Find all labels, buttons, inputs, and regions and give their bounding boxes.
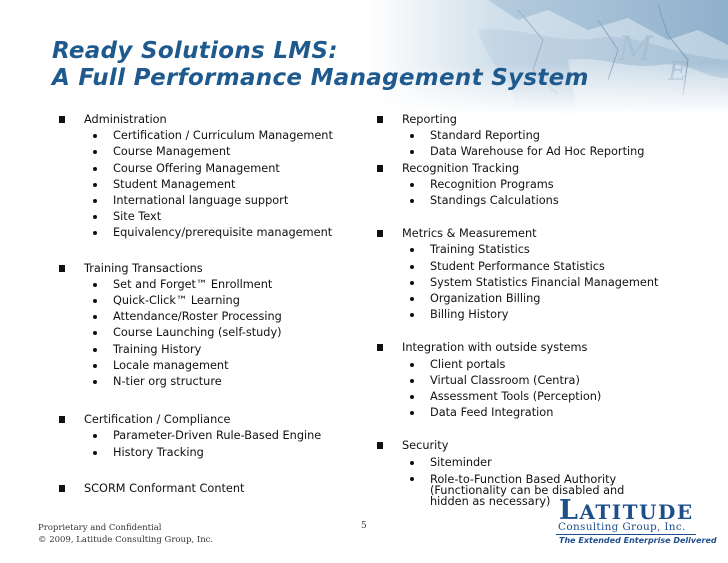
section-heading xyxy=(376,226,676,242)
section-reporting xyxy=(376,112,676,161)
list-item xyxy=(376,307,676,323)
list-item-text: Locale management xyxy=(113,358,229,372)
bullet-icon xyxy=(93,380,97,384)
logo-subtitle: Consulting Group, Inc. xyxy=(558,521,686,533)
section-heading-text: Recognition Tracking xyxy=(402,161,520,175)
section-heading xyxy=(58,112,358,128)
list-item xyxy=(376,144,676,160)
list-item xyxy=(58,177,358,193)
list-item-text: Parameter-Driven Rule-Based Engine xyxy=(113,429,322,443)
bullet-icon xyxy=(93,451,97,455)
bullet-icon xyxy=(93,215,97,219)
list-item xyxy=(58,161,358,177)
bullet-icon xyxy=(93,134,97,138)
bullet-icon xyxy=(93,434,97,438)
bullet-icon xyxy=(410,411,414,415)
section-heading xyxy=(376,112,676,128)
section-heading-text: Training Transactions xyxy=(84,261,203,275)
bullet-icon xyxy=(93,315,97,319)
section-integration xyxy=(376,340,676,421)
section-administration xyxy=(58,112,358,242)
bullet-icon xyxy=(410,461,414,465)
bullet-icon xyxy=(410,313,414,317)
list-item-text: Standings Calculations xyxy=(430,194,559,208)
bullet-icon xyxy=(410,248,414,252)
bullet-icon xyxy=(410,281,414,285)
footer-copyright xyxy=(38,522,213,546)
bullet-icon xyxy=(93,150,97,154)
bullet-icon xyxy=(410,363,414,367)
bullet-icon xyxy=(410,297,414,301)
bullet-icon xyxy=(93,199,97,203)
list-item-text: Attendance/Roster Processing xyxy=(113,310,282,324)
section-recognition-tracking xyxy=(376,161,676,210)
list-item xyxy=(376,242,676,258)
square-bullet-icon xyxy=(59,116,65,123)
bullet-icon xyxy=(93,331,97,335)
list-item-text: Billing History xyxy=(430,308,509,322)
list-item-text: Equivalency/prerequisite management xyxy=(113,226,333,240)
section-heading xyxy=(58,481,358,497)
list-item xyxy=(58,193,358,209)
logo-tagline: The Extended Enterprise Delivered xyxy=(559,536,717,545)
section-heading-text: Administration xyxy=(84,113,167,126)
page-number: 5 xyxy=(361,521,367,531)
slide-title xyxy=(52,38,589,92)
list-item xyxy=(58,325,358,341)
slide-title-line-2: A Full Performance Management System xyxy=(52,65,589,91)
list-item xyxy=(376,455,676,471)
list-item-text: Student Performance Statistics xyxy=(430,259,605,273)
bullet-icon xyxy=(410,395,414,399)
list-item xyxy=(58,225,358,241)
list-item xyxy=(58,128,358,144)
list-item xyxy=(58,209,358,225)
square-bullet-icon xyxy=(377,165,383,172)
section-scorm xyxy=(58,481,358,497)
list-item xyxy=(376,275,676,291)
bullet-icon xyxy=(93,364,97,368)
section-certification-compliance xyxy=(58,412,358,461)
slide-title-line-1: Ready Solutions LMS: xyxy=(52,38,338,64)
section-heading-text: Certification / Compliance xyxy=(84,413,231,427)
list-item xyxy=(58,358,358,374)
bullet-icon xyxy=(410,477,414,481)
square-bullet-icon xyxy=(59,416,65,423)
square-bullet-icon xyxy=(59,265,65,272)
section-heading-text: Metrics & Measurement xyxy=(402,227,537,241)
list-item-text: Student Management xyxy=(113,177,236,191)
list-item-text: Course Management xyxy=(113,145,231,159)
list-item xyxy=(58,309,358,325)
company-logo xyxy=(556,495,717,550)
section-heading xyxy=(58,261,358,277)
bullet-icon xyxy=(93,299,97,303)
list-item-text: Course Offering Management xyxy=(113,161,280,175)
list-item xyxy=(376,291,676,307)
list-item-text: Quick-Click™ Learning xyxy=(113,294,240,308)
list-item-text: Data Feed Integration xyxy=(430,406,554,420)
list-item xyxy=(58,374,358,390)
list-item xyxy=(376,389,676,405)
list-item-text: Organization Billing xyxy=(430,292,541,306)
list-item xyxy=(58,144,358,160)
list-item-text: International language support xyxy=(113,194,289,208)
list-item-text: Assessment Tools (Perception) xyxy=(430,390,602,404)
bullet-icon xyxy=(93,231,97,235)
list-item-text: Set and Forget™ Enrollment xyxy=(113,277,273,291)
section-heading-text: Integration with outside systems xyxy=(402,341,588,355)
list-item xyxy=(58,277,358,293)
section-heading-text: Reporting xyxy=(402,113,457,126)
bullet-icon xyxy=(410,199,414,203)
list-item xyxy=(376,373,676,389)
right-column xyxy=(376,112,676,507)
list-item-text: Training Statistics xyxy=(430,243,530,257)
section-heading-text: Security xyxy=(402,439,449,453)
square-bullet-icon xyxy=(377,442,383,449)
list-item-text: Standard Reporting xyxy=(430,129,540,143)
logo-divider xyxy=(556,534,696,535)
list-item-text: N-tier org structure xyxy=(113,375,222,389)
square-bullet-icon xyxy=(59,485,65,492)
section-heading xyxy=(376,438,676,454)
list-item-text: Data Warehouse for Ad Hoc Reporting xyxy=(430,145,645,159)
square-bullet-icon xyxy=(377,344,383,351)
list-item xyxy=(58,342,358,358)
footer-copyright-line: © 2009, Latitude Consulting Group, Inc. xyxy=(38,535,214,545)
bullet-icon xyxy=(410,379,414,383)
list-item-text: System Statistics Financial Management xyxy=(430,275,659,289)
list-item-text: Virtual Classroom (Centra) xyxy=(430,373,580,387)
footer-confidential: Proprietary and Confidential xyxy=(38,523,162,533)
bullet-icon xyxy=(410,134,414,138)
list-item-text: Client portals xyxy=(430,357,506,371)
left-column xyxy=(58,112,358,497)
bullet-icon xyxy=(93,283,97,287)
list-item-text: Role-to-Function Based Authority (Functionality can be disabled and hidden as necessary) xyxy=(430,472,625,508)
list-item xyxy=(58,445,358,461)
section-heading-text: SCORM Conformant Content xyxy=(84,481,245,495)
list-item-text: History Tracking xyxy=(113,445,204,459)
bullet-icon xyxy=(410,265,414,269)
list-item xyxy=(376,259,676,275)
list-item-text: Certification / Curriculum Management xyxy=(113,129,333,143)
logo-name-initial: L xyxy=(559,495,580,526)
list-item-text: Recognition Programs xyxy=(430,177,554,191)
section-training-transactions xyxy=(58,261,358,391)
section-heading xyxy=(376,340,676,356)
list-item xyxy=(376,128,676,144)
list-item-text: Site Text xyxy=(113,210,162,224)
bullet-icon xyxy=(93,183,97,187)
section-heading xyxy=(58,412,358,428)
bullet-icon xyxy=(93,167,97,171)
logo-name-rest: ATITUDE xyxy=(579,500,694,524)
list-item xyxy=(58,428,358,444)
list-item-text: Training History xyxy=(113,342,202,356)
list-item-text: Siteminder xyxy=(430,455,492,469)
list-item xyxy=(376,177,676,193)
square-bullet-icon xyxy=(377,116,383,123)
bullet-icon xyxy=(410,183,414,187)
bullet-icon xyxy=(93,348,97,352)
square-bullet-icon xyxy=(377,230,383,237)
section-heading xyxy=(376,161,676,177)
list-item xyxy=(376,357,676,373)
list-item-text: Course Launching (self-study) xyxy=(113,326,282,340)
bullet-icon xyxy=(410,150,414,154)
list-item xyxy=(376,193,676,209)
list-item xyxy=(376,405,676,421)
list-item xyxy=(58,293,358,309)
section-metrics-measurement xyxy=(376,226,676,323)
